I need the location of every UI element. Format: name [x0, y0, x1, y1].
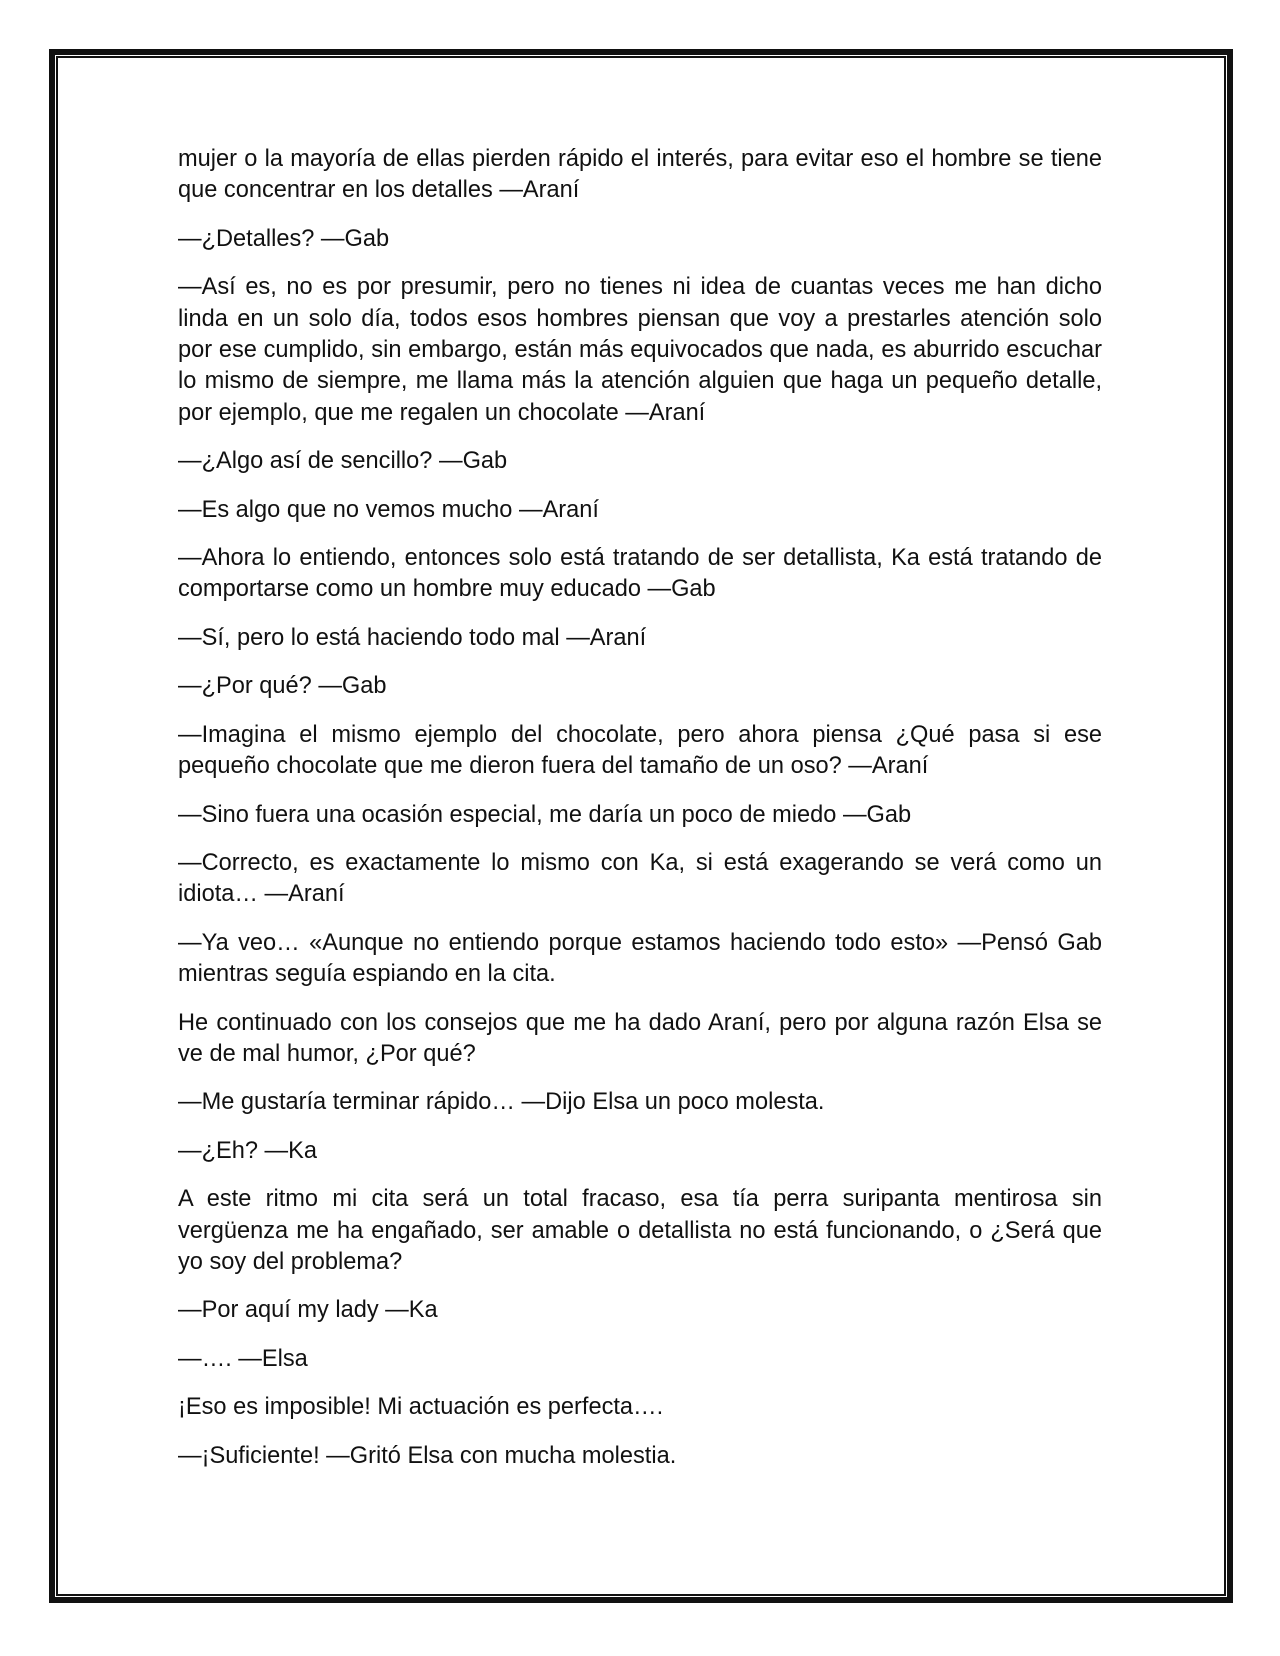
paragraph: —¿Algo así de sencillo? —Gab [178, 448, 508, 475]
paragraph: —Es algo que no vemos mucho —Araní [178, 496, 599, 523]
paragraph: —¿Por qué? —Gab [178, 673, 387, 700]
paragraph: —Por aquí my lady —Ka [178, 1297, 438, 1324]
paragraph: He continuado con los consejos que me ha dado Araní, pero por alguna razón Elsa se ve de mal humor, ¿Por qué? [178, 1009, 1102, 1067]
paragraph: —¡Suficiente! —Gritó Elsa con mucha molestia. [178, 1442, 677, 1469]
paragraph: —Me gustaría terminar rápido… —Dijo Elsa un poco molesta. [178, 1089, 825, 1116]
paragraph: —Imagina el mismo ejemplo del chocolate, pero ahora piensa ¿Qué pasa si ese pequeño chocolate que me dieron fuera del tamaño de un oso? —Araní [178, 721, 1102, 780]
paragraph: —Sino fuera una ocasión especial, me daría un poco de miedo —Gab [178, 801, 912, 828]
paragraph: —Ahora lo entiendo, entonces solo está tratando de ser detallista, Ka está tratando de comportarse como un hombre muy educado —Gab [178, 545, 1102, 603]
paragraph: —…. —Elsa [178, 1345, 308, 1372]
document-body [178, 144, 1102, 1489]
paragraph: —¿Detalles? —Gab [178, 225, 390, 252]
paragraph: —Sí, pero lo está haciendo todo mal —Araní [178, 624, 647, 651]
paragraph: —Así es, no es por presumir, pero no tienes ni idea de cuantas veces me han dicho linda en un solo día, todos esos hombres piensan que voy a prestarles atención solo por ese cumplido, sin embargo, están más equivocados que nada, es aburrido escuchar lo mismo de siempre, me llama más la atención alguien que haga un pequeño detalle, por ejemplo, que me regalen un chocolate —Araní [178, 274, 1102, 426]
paragraph: ¡Eso es imposible! Mi actuación es perfecta…. [178, 1394, 664, 1421]
paragraph: —Ya veo… «Aunque no entiendo porque estamos haciendo todo esto» —Pensó Gab mientras seguía espiando en la cita. [178, 929, 1102, 988]
paragraph: —¿Eh? —Ka [178, 1137, 317, 1164]
paragraph: A este ritmo mi cita será un total fracaso, esa tía perra suripanta mentirosa sin vergüenza me ha engañado, ser amable o detallista no está funcionando, o ¿Será que yo soy del problema? [178, 1186, 1102, 1275]
paragraph: mujer o la mayoría de ellas pierden rápido el interés, para evitar eso el hombre se tiene que concentrar en los detalles —Araní [178, 146, 1102, 204]
paragraph: —Correcto, es exactamente lo mismo con Ka, si está exagerando se verá como un idiota… —Araní [178, 849, 1102, 908]
